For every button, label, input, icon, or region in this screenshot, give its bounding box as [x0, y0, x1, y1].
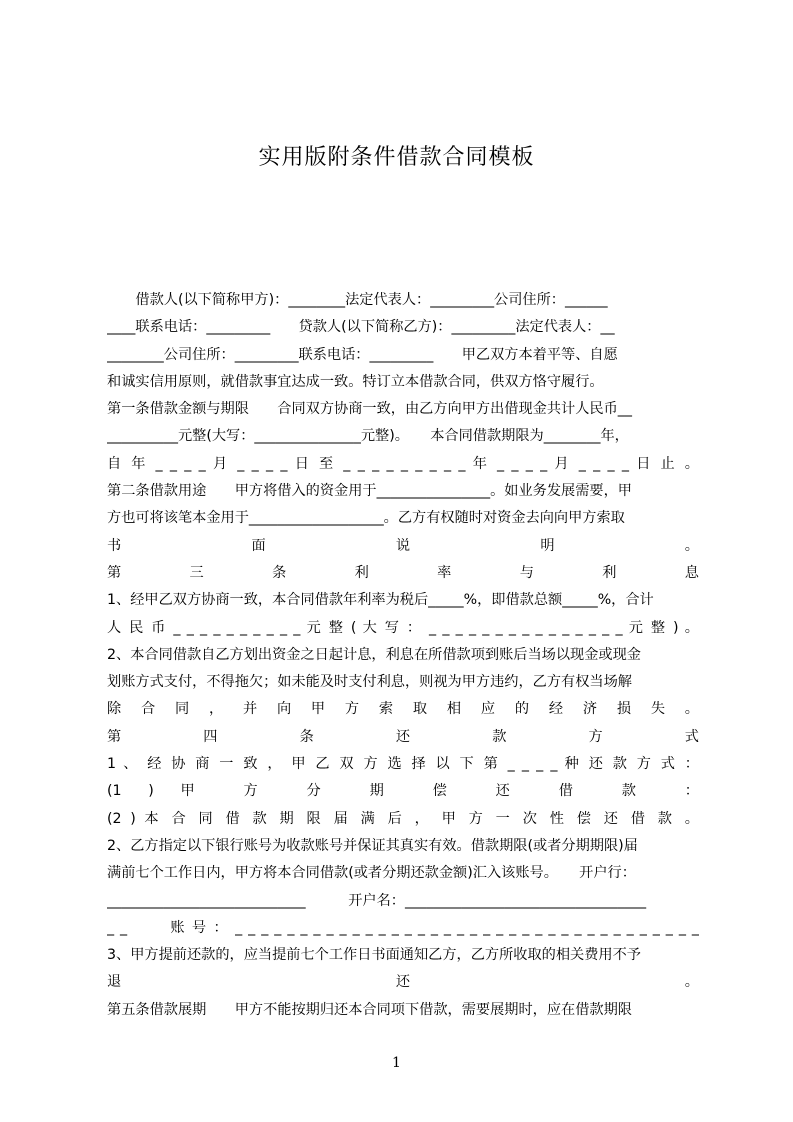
contract-text-line: 2、本合同借款自乙方划出资金之日起计息，利息在所借款项到账后当场以现金或现金	[107, 646, 641, 663]
contract-text-line: 除 合 同 ， 并 向 甲 方 索 取 相 应 的 经 济 损 失 。	[107, 701, 699, 718]
contract-text-line: 借款人(以下简称甲方)：________法定代表人：_________公司住所：______	[107, 292, 608, 308]
contract-text-line: 1 、 经 协 商 一 致 ， 甲 乙 双 方 选 择 以 下 第 _ _ _ _ 种 还 款 方 式 ：	[107, 756, 699, 773]
contract-body	[107, 287, 699, 1024]
contract-text-line: ____联系电话：_________ 贷款人(以下简称乙方)：_________法定代表人：__	[107, 319, 615, 336]
document-title: 实用版附条件借款合同模板	[258, 145, 535, 170]
contract-text-line: 2、乙方指定以下银行账号为收款账号并保证其真实有效。借款期限(或者分期期限)届	[107, 837, 638, 854]
contract-text-line: __________元整(大写：_______________元整)。 本合同借款期限为________年，	[107, 428, 629, 445]
contract-text-line: 书 面 说 明 。	[107, 537, 699, 554]
contract-text-line: 和诚实信用原则，就借款事宜达成一致。特订立本借款合同，供双方恪守履行。	[107, 373, 604, 390]
contract-text-line: 人 民 币 _ _ _ _ _ _ _ _ _ _ 元 整 ( 大 写 ： _ _ _ _ _ _ _ _ _ _ _ _ _ _ _ 元 整 ) 。	[107, 619, 699, 636]
contract-text-line: 第 四 条 还 款 方 式	[107, 728, 699, 745]
contract-text-line: 第二条借款用途 甲方将借入的资金用于________________。如业务发展需要，甲	[107, 483, 632, 500]
contract-text-line: 3、甲方提前还款的，应当提前七个工作日书面通知乙方，乙方所收取的相关费用不予	[107, 947, 641, 964]
page-number: 1	[392, 1055, 401, 1071]
contract-text-line: 退 还 。	[107, 974, 699, 991]
contract-text-line: ________公司住所：_________联系电话：_________ 甲乙双方本着平等、自愿	[107, 346, 618, 363]
contract-text-line: 第五条借款展期 甲方不能按期归还本合同项下借款，需要展期时，应在借款期限	[107, 1001, 632, 1018]
contract-text-line: (2 ) 本 合 同 借 款 期 限 届 满 后 ， 甲 方 一 次 性 偿 还 借 款 。	[107, 810, 699, 827]
contract-text-line: 划账方式支付，不得拖欠；如未能及时支付利息，则视为甲方违约，乙方有权当场解	[107, 674, 632, 691]
contract-text-line: 第 三 条 利 率 与 利 息	[107, 564, 699, 581]
contract-text-line: 1、经甲乙双方协商一致，本合同借款年利率为税后_____%，即借款总额_____%，合计	[107, 592, 654, 609]
contract-text-line: 方也可将该笔本金用于___________________。乙方有权随时对资金去向向甲方索取	[107, 510, 625, 527]
contract-text-line: 满前七个工作日内，甲方将本合同借款(或者分期还款金额)汇入该账号。 开户行：	[107, 865, 636, 882]
contract-text-line: _ _ 账 号 ： _ _ _ _ _ _ _ _ _ _ _ _ _ _ _ _ _ _ _ _ _ _ _ _ _ _ _ _ _ _ _ _ _ _ _ _	[107, 919, 699, 936]
contract-text-line: 自 年 _ _ _ _ 月 _ _ _ _ 日 至 _ _ _ _ _ _ _ _ _ 年 _ _ _ _ 月 _ _ _ _ 日 止 。	[107, 455, 699, 472]
contract-text-line: (1 ) 甲 方 分 期 偿 还 借 款 ：	[107, 783, 699, 800]
contract-text-line: 第一条借款金额与期限 合同双方协商一致，由乙方向甲方出借现金共计人民币__	[107, 401, 632, 418]
contract-text-line: ____________________________ 开户名：__________________________________	[107, 892, 647, 909]
